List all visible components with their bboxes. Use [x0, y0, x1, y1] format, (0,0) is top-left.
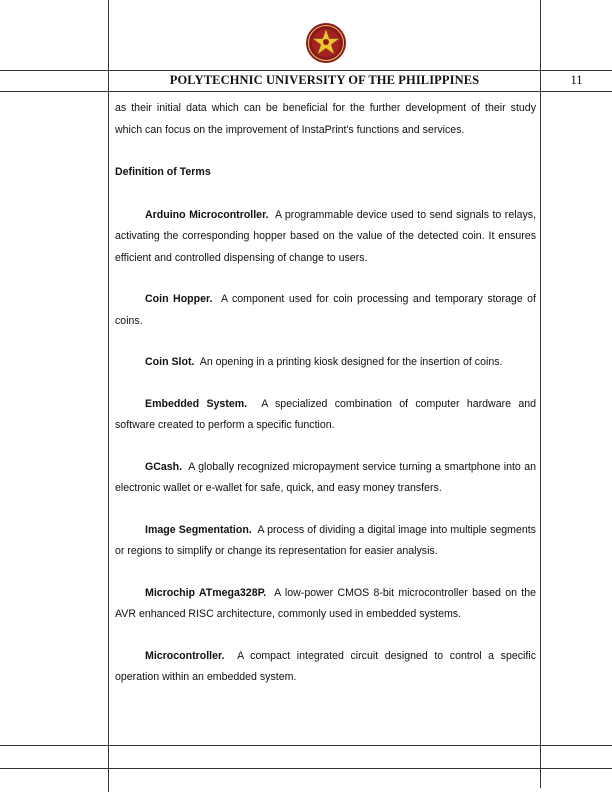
term-name: GCash.	[145, 460, 183, 473]
header-bottom-rule	[0, 91, 612, 92]
intro-paragraph: as their initial data which can be beneficial for the further development of their study which can focus on the improvement of InstaPrint's functions and services.	[115, 102, 536, 136]
term-definition: A programmable device used to send signals to relays, activating the corresponding hopper based on the value of the detected coin. It ensures efficient and controlled dispensing of change to users.	[115, 208, 537, 264]
term-microchip-atmega328p	[115, 583, 536, 626]
term-definition: A process of dividing a digital image into multiple segments or regions to simplify or change its representation for easier analysis.	[115, 523, 536, 557]
term-microcontroller	[115, 646, 536, 689]
term-arduino-microcontroller	[115, 205, 536, 270]
term-coin-slot	[115, 352, 536, 374]
term-gcash	[115, 457, 536, 500]
section-heading: Definition of Terms	[115, 166, 211, 178]
term-name: Image Segmentation.	[145, 523, 252, 536]
term-definition: A compact integrated circuit designed to control a specific operation within an embedded system.	[115, 649, 536, 683]
right-margin-line	[540, 0, 541, 788]
header-top-rule	[0, 70, 612, 71]
term-embedded-system	[115, 394, 536, 437]
footer-top-rule	[0, 745, 612, 746]
page-number: 11	[570, 73, 583, 87]
term-definition: An opening in a printing kiosk designed for the insertion of coins.	[199, 356, 503, 368]
left-margin-line	[108, 0, 109, 792]
term-name: Coin Slot.	[145, 356, 195, 368]
term-name: Microchip ATmega328P.	[145, 586, 267, 599]
term-definition: A low-power CMOS 8-bit microcontroller based on the AVR enhanced RISC architecture, commonly used in embedded systems.	[115, 586, 536, 620]
term-definition: A specialized combination of computer hardware and software created to perform a specific function.	[115, 397, 537, 431]
term-definition: A component used for coin processing and temporary storage of coins.	[115, 293, 537, 327]
term-name: Embedded System.	[145, 397, 248, 410]
term-coin-hopper	[115, 289, 536, 332]
term-image-segmentation	[115, 520, 536, 563]
footer-bottom-rule	[0, 768, 612, 769]
page-body	[115, 98, 536, 709]
term-name: Arduino Microcontroller.	[145, 208, 269, 221]
university-name: POLYTECHNIC UNIVERSITY OF THE PHILIPPINES	[169, 73, 480, 87]
university-seal-icon	[305, 22, 347, 64]
term-definition: A globally recognized micropayment service turning a smartphone into an electronic wallet or e-wallet for safe, quick, and easy money transfers.	[115, 460, 536, 494]
term-name: Microcontroller.	[145, 649, 225, 662]
term-name: Coin Hopper.	[145, 293, 213, 305]
